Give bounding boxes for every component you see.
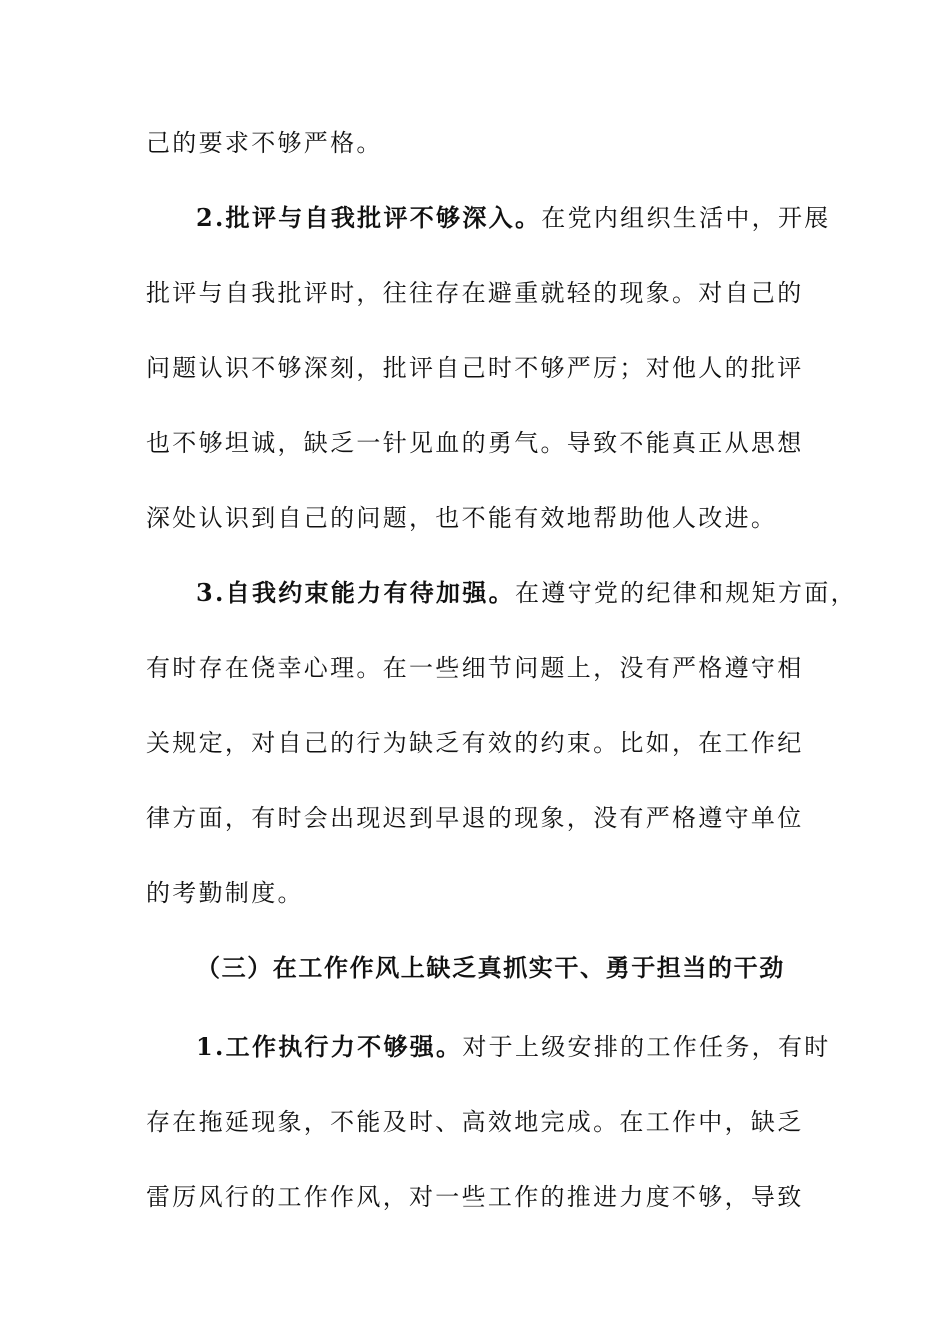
- paragraph-line: 深处认识到自己的问题，也不能有效地帮助他人改进。: [146, 504, 778, 532]
- paragraph-line: 存在拖延现象，不能及时、高效地完成。在工作中，缺乏: [146, 1108, 804, 1136]
- item-text: 对于上级安排的工作任务，有时: [462, 1033, 831, 1061]
- numbered-item-1: [196, 1031, 831, 1063]
- section-heading: （三）在工作作风上缺乏真抓实干、勇于担当的干劲: [196, 953, 785, 982]
- paragraph-line: 的考勤制度。: [146, 879, 304, 907]
- numbered-item-3: [196, 577, 857, 609]
- paragraph-line: 也不够坦诚，缺乏一针见血的勇气。导致不能真正从思想: [146, 429, 804, 457]
- item-title: 3.自我约束能力有待加强。: [196, 578, 515, 607]
- paragraph-line: 问题认识不够深刻，批评自己时不够严厉；对他人的批评: [146, 354, 804, 382]
- item-title: 1.工作执行力不够强。: [196, 1032, 463, 1061]
- paragraph-line: 己的要求不够严格。: [146, 129, 383, 157]
- paragraph-line: 雷厉风行的工作作风，对一些工作的推进力度不够，导致: [146, 1183, 804, 1211]
- paragraph-line: 有时存在侥幸心理。在一些细节问题上，没有严格遵守相: [146, 654, 804, 682]
- item-text: 在党内组织生活中，开展: [541, 204, 831, 232]
- paragraph-line: 关规定，对自己的行为缺乏有效的约束。比如，在工作纪: [146, 729, 804, 757]
- item-text: 在遵守党的纪律和规矩方面，: [514, 579, 857, 607]
- item-title: 2.批评与自我批评不够深入。: [196, 203, 542, 232]
- numbered-item-2: [196, 202, 831, 234]
- paragraph-line: 批评与自我批评时，往往存在避重就轻的现象。对自己的: [146, 279, 804, 307]
- paragraph-line: 律方面，有时会出现迟到早退的现象，没有严格遵守单位: [146, 804, 804, 832]
